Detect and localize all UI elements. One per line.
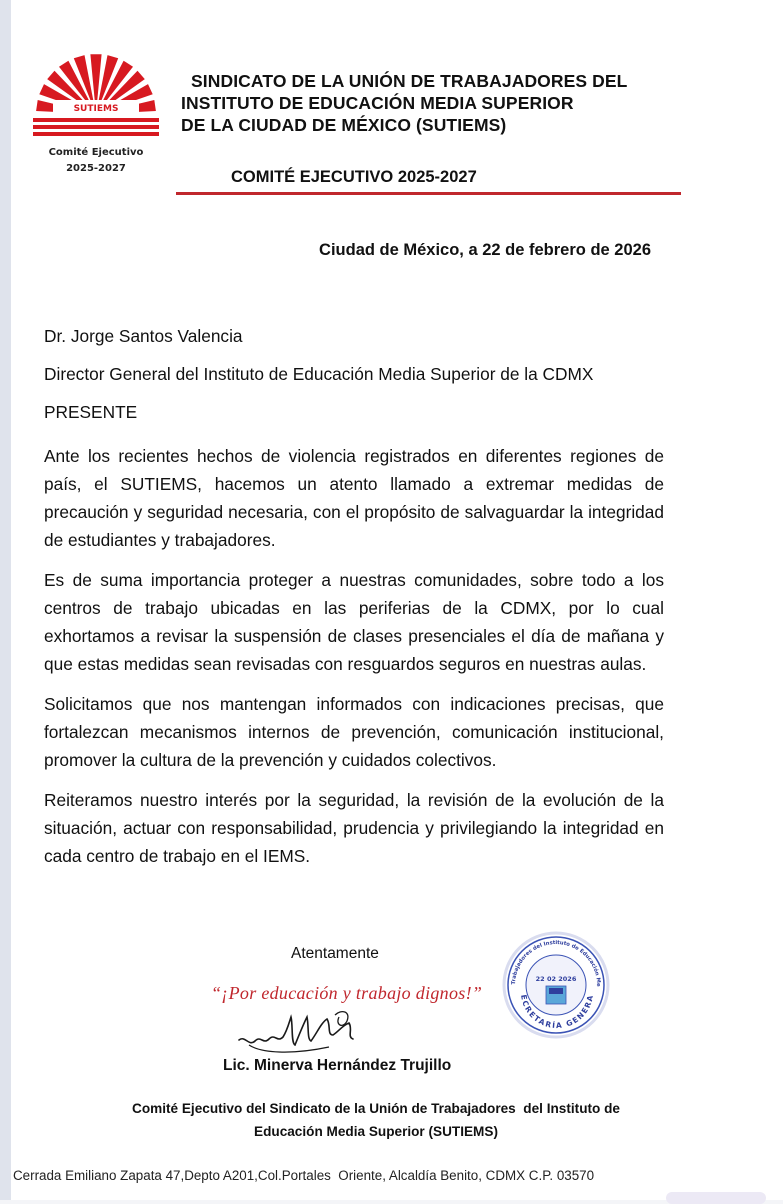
official-seal xyxy=(501,930,611,1045)
corner-overlay xyxy=(666,1192,766,1204)
sunburst-logo-icon xyxy=(31,50,161,145)
seal-stamp-icon xyxy=(501,930,611,1045)
letter-page xyxy=(11,0,783,1200)
letter-body xyxy=(44,442,664,882)
header-divider xyxy=(176,192,681,195)
letter-date: Ciudad de México, a 22 de febrero de 2026 xyxy=(319,241,651,259)
logo-caption-title: Comité Ejecutivo xyxy=(48,147,144,158)
logo-ray xyxy=(90,54,101,100)
recipient-name: Dr. Jorge Santos Valencia xyxy=(44,326,243,346)
recipient-block xyxy=(44,322,664,436)
closing-salutation: Atentamente xyxy=(291,945,379,962)
signer-name: Lic. Minerva Hernández Trujillo xyxy=(223,1057,452,1074)
footer-address: Cerrada Emiliano Zapata 47,Depto A201,Col.Portales Oriente, Alcaldía Benito, CDMX C.P. 03570 xyxy=(13,1168,595,1183)
sutiems-logo xyxy=(31,50,161,190)
left-margin-band xyxy=(0,0,11,1200)
seal-bottom-text: ECRETARÍA GENERA xyxy=(519,993,596,1031)
body-paragraph: Solicitamos que nos mantengan informados con indicaciones precisas, que fortalezcan mecanismos internos de prevención, comunicación institucional, promover la cultura de la prevención y cuidados colectivos. xyxy=(44,694,664,770)
handwritten-signature xyxy=(231,995,371,1065)
seal-date: 22 02 2026 xyxy=(535,975,577,983)
footer-org-line-2: Educación Media Superior (SUTIEMS) xyxy=(254,1124,498,1139)
body-paragraph: Reiteramos nuestro interés por la seguridad, la revisión de la evolución de la situación, actuar con responsabilidad, prudencia y privilegiando la integridad en cada centro de trabajo en el IEMS. xyxy=(44,790,664,866)
letterhead-title xyxy=(181,70,661,136)
recipient-title: Director General del Instituto de Educación Media Superior de la CDMX xyxy=(44,364,594,384)
committee-heading: COMITÉ EJECUTIVO 2025-2027 xyxy=(231,168,477,186)
seal-outer-text: Trabajadores del Instituto de Educación Me xyxy=(510,939,602,987)
letterhead-line-2: INSTITUTO DE EDUCACIÓN MEDIA SUPERIOR xyxy=(181,93,574,113)
body-paragraph: Ante los recientes hechos de violencia registrados en diferentes regiones de país, el SUTIEMS, hacemos un atento llamado a extremar medidas de precaución y seguridad necesaria, con el propósito de salvaguardar la integridad de estudiantes y trabajadores. xyxy=(44,446,664,550)
union-motto: “¡Por educación y trabajo dignos!” xyxy=(211,983,483,1003)
footer-organization xyxy=(51,1097,701,1143)
letterhead-line-1: SINDICATO DE LA UNIÓN DE TRABAJADORES DEL xyxy=(191,71,628,91)
logo-caption-years: 2025-2027 xyxy=(66,163,126,174)
footer-org-line-1: Comité Ejecutivo del Sindicato de la Unión de Trabajadores del Instituto de xyxy=(132,1101,620,1116)
body-paragraph: Es de suma importancia proteger a nuestras comunidades, sobre todo a los centros de trabajo ubicadas en las periferias de la CDMX, por lo cual exhortamos a revisar la suspensión de clases presenciales el día de mañana y que estas medidas sean revisadas con resguardos seguros en nuestras aulas. xyxy=(44,570,664,674)
recipient-salutation: PRESENTE xyxy=(44,402,138,422)
logo-text: SUTIEMS xyxy=(73,104,119,114)
letterhead-line-3: DE LA CIUDAD DE MÉXICO (SUTIEMS) xyxy=(181,115,507,135)
